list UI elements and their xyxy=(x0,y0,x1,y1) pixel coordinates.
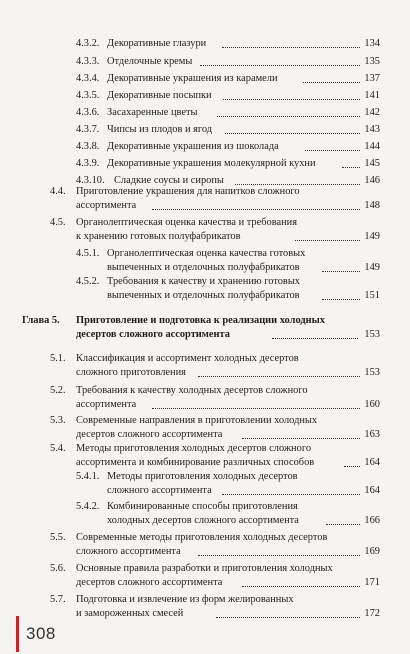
toc-page: 137 xyxy=(364,73,380,84)
toc-title: Чипсы из плодов и ягод xyxy=(107,124,213,135)
toc-page: 144 xyxy=(364,141,380,152)
toc-number: 5.6. xyxy=(50,563,66,574)
toc-title: сложного ассортимента xyxy=(107,484,212,496)
toc-title: Отделочные кремы xyxy=(107,56,193,67)
toc-entry xyxy=(50,384,380,412)
toc-title: Сладкие соусы и сиропы xyxy=(114,175,224,186)
toc-page: 153 xyxy=(364,328,380,340)
toc-number: 4.4. xyxy=(50,186,66,197)
toc-entry xyxy=(50,140,380,154)
toc-leader xyxy=(303,82,360,83)
toc-page: 163 xyxy=(364,428,380,440)
toc-page: 169 xyxy=(364,545,380,557)
toc-title: к хранению готовых полуфабрикатов xyxy=(76,230,241,242)
toc-leader xyxy=(305,150,360,151)
toc-page: 149 xyxy=(364,261,380,273)
toc-entry xyxy=(50,157,380,171)
toc-title: ассортимента xyxy=(76,398,137,410)
toc-page: 160 xyxy=(364,398,380,410)
page-number: 308 xyxy=(26,624,56,643)
toc-leader xyxy=(344,466,360,467)
toc-page: 135 xyxy=(364,56,380,67)
toc-title: Органолептическая оценка качества и требования xyxy=(76,217,297,228)
toc-entry xyxy=(50,414,380,442)
toc-leader xyxy=(152,408,360,409)
toc-leader xyxy=(242,586,360,587)
toc-entry xyxy=(50,89,380,103)
toc-number: 5.4. xyxy=(50,443,66,454)
toc-title: сложного ассортимента xyxy=(76,545,181,557)
toc-title: Органолептическая оценка качества готовых xyxy=(107,248,306,259)
toc-title: Требования к качеству и хранению готовых xyxy=(107,276,301,287)
toc-leader xyxy=(198,376,360,377)
toc-leader xyxy=(222,47,360,48)
toc-entry xyxy=(50,442,380,470)
toc-title: Декоративные украшения из карамели xyxy=(107,73,278,84)
toc-leader xyxy=(342,167,360,168)
toc-title: Засахаренные цветы xyxy=(107,107,198,118)
toc-number: 5.1. xyxy=(50,353,66,364)
toc-leader xyxy=(223,99,360,100)
toc-leader xyxy=(152,209,360,210)
toc-title: Комбинированные способы приготовления xyxy=(107,501,298,512)
toc-page: 145 xyxy=(364,158,380,169)
toc-entry xyxy=(50,352,380,380)
toc-title: Декоративные украшения молекулярной кухни xyxy=(107,158,316,169)
toc-number: 4.3.3. xyxy=(76,56,100,67)
toc-title: Требования к качеству холодных десертов сложного xyxy=(76,385,308,396)
toc-leader xyxy=(198,555,360,556)
toc-title: Основные правила разработки и приготовления холодных xyxy=(76,563,333,574)
toc-leader xyxy=(322,271,360,272)
toc-leader xyxy=(326,524,360,525)
toc-number: 4.5.1. xyxy=(76,248,100,259)
toc-title: Методы приготовления холодных десертов xyxy=(107,471,298,482)
page-number-accent-bar xyxy=(16,616,19,652)
toc-title: Современные направления в приготовлении холодных xyxy=(76,415,318,426)
toc-title: выпеченных и отделочных полуфабрикатов xyxy=(107,261,300,273)
toc-leader xyxy=(322,299,360,300)
toc-page: 153 xyxy=(364,366,380,378)
toc-page: 148 xyxy=(364,199,380,211)
toc-entry xyxy=(50,593,380,621)
toc-chapter-title: Приготовление и подготовка к реализации холодных xyxy=(76,315,325,326)
toc-number: 5.4.2. xyxy=(76,501,100,512)
toc-leader xyxy=(242,438,360,439)
toc-entry xyxy=(50,500,380,528)
toc-leader xyxy=(216,617,360,618)
toc-entry xyxy=(50,185,380,213)
toc-page: 151 xyxy=(364,289,380,301)
toc-chapter-title: десертов сложного ассортимента xyxy=(76,328,230,340)
toc-title: Декоративные украшения из шоколада xyxy=(107,141,279,152)
toc-entry xyxy=(50,72,380,86)
toc-number: 4.3.8. xyxy=(76,141,100,152)
toc-number: 4.5.2. xyxy=(76,276,100,287)
toc-entry xyxy=(50,562,380,590)
toc-title: Подготовка и извлечение из форм желированных xyxy=(76,594,294,605)
toc-number: 5.7. xyxy=(50,594,66,605)
toc-leader xyxy=(272,338,358,339)
toc-number: 4.3.10. xyxy=(76,175,105,186)
toc-leader xyxy=(217,116,360,117)
toc-number: 5.5. xyxy=(50,532,66,543)
toc-title: Декоративные посыпки xyxy=(107,90,212,101)
toc-title: десертов сложного ассортимента xyxy=(76,428,223,440)
toc-page: 172 xyxy=(364,607,380,619)
toc-page: 164 xyxy=(364,456,380,468)
toc-number: 4.3.4. xyxy=(76,73,100,84)
toc-entry xyxy=(50,531,380,559)
toc-entry xyxy=(50,247,380,275)
toc-title: Приготовление украшения для напитков сложного xyxy=(76,186,300,197)
toc-number: 4.3.5. xyxy=(76,90,100,101)
toc-number: 5.2. xyxy=(50,385,66,396)
toc-page: 143 xyxy=(364,124,380,135)
toc-number: 4.3.6. xyxy=(76,107,100,118)
toc-entry xyxy=(50,55,380,69)
toc-title: сложного приготовления xyxy=(76,366,186,378)
toc-page: 149 xyxy=(364,230,380,242)
toc-entry xyxy=(50,106,380,120)
toc-leader xyxy=(200,65,360,66)
toc-entry xyxy=(50,216,380,244)
toc-leader xyxy=(225,133,360,134)
toc-number: 4.3.7. xyxy=(76,124,100,135)
toc-number: 5.3. xyxy=(50,415,66,426)
toc-page: 134 xyxy=(364,38,380,49)
toc-title: холодных десертов сложного ассортимента xyxy=(107,514,299,526)
toc-title: десертов сложного ассортимента xyxy=(76,576,223,588)
toc-title: и замороженных смесей xyxy=(76,607,184,619)
toc-page: 146 xyxy=(364,175,380,186)
toc-page: 164 xyxy=(364,484,380,496)
toc-leader xyxy=(222,494,360,495)
toc-entry xyxy=(50,470,380,498)
toc-title: выпеченных и отделочных полуфабрикатов xyxy=(107,289,300,301)
toc-title: Классификация и ассортимент холодных десертов xyxy=(76,353,299,364)
toc-page: 142 xyxy=(364,107,380,118)
toc-number: 4.3.2. xyxy=(76,38,100,49)
toc-page: 166 xyxy=(364,514,380,526)
toc-chapter-entry xyxy=(22,314,380,342)
toc-page: 171 xyxy=(364,576,380,588)
toc-title: Методы приготовления холодных десертов сложного xyxy=(76,443,312,454)
toc-chapter-number: Глава 5. xyxy=(22,315,60,326)
toc-entry xyxy=(50,37,380,51)
toc-title: ассортимента xyxy=(76,199,137,211)
toc-page: 141 xyxy=(364,90,380,101)
toc-title: Современные методы приготовления холодных десертов xyxy=(76,532,328,543)
toc-title: Декоративные глазури xyxy=(107,38,207,49)
toc-number: 4.3.9. xyxy=(76,158,100,169)
toc-number: 5.4.1. xyxy=(76,471,100,482)
toc-leader xyxy=(295,240,360,241)
toc-entry xyxy=(50,275,380,303)
toc-entry xyxy=(50,123,380,137)
toc-number: 4.5. xyxy=(50,217,66,228)
toc-title: ассортимента и комбинирование различных способов xyxy=(76,456,315,468)
